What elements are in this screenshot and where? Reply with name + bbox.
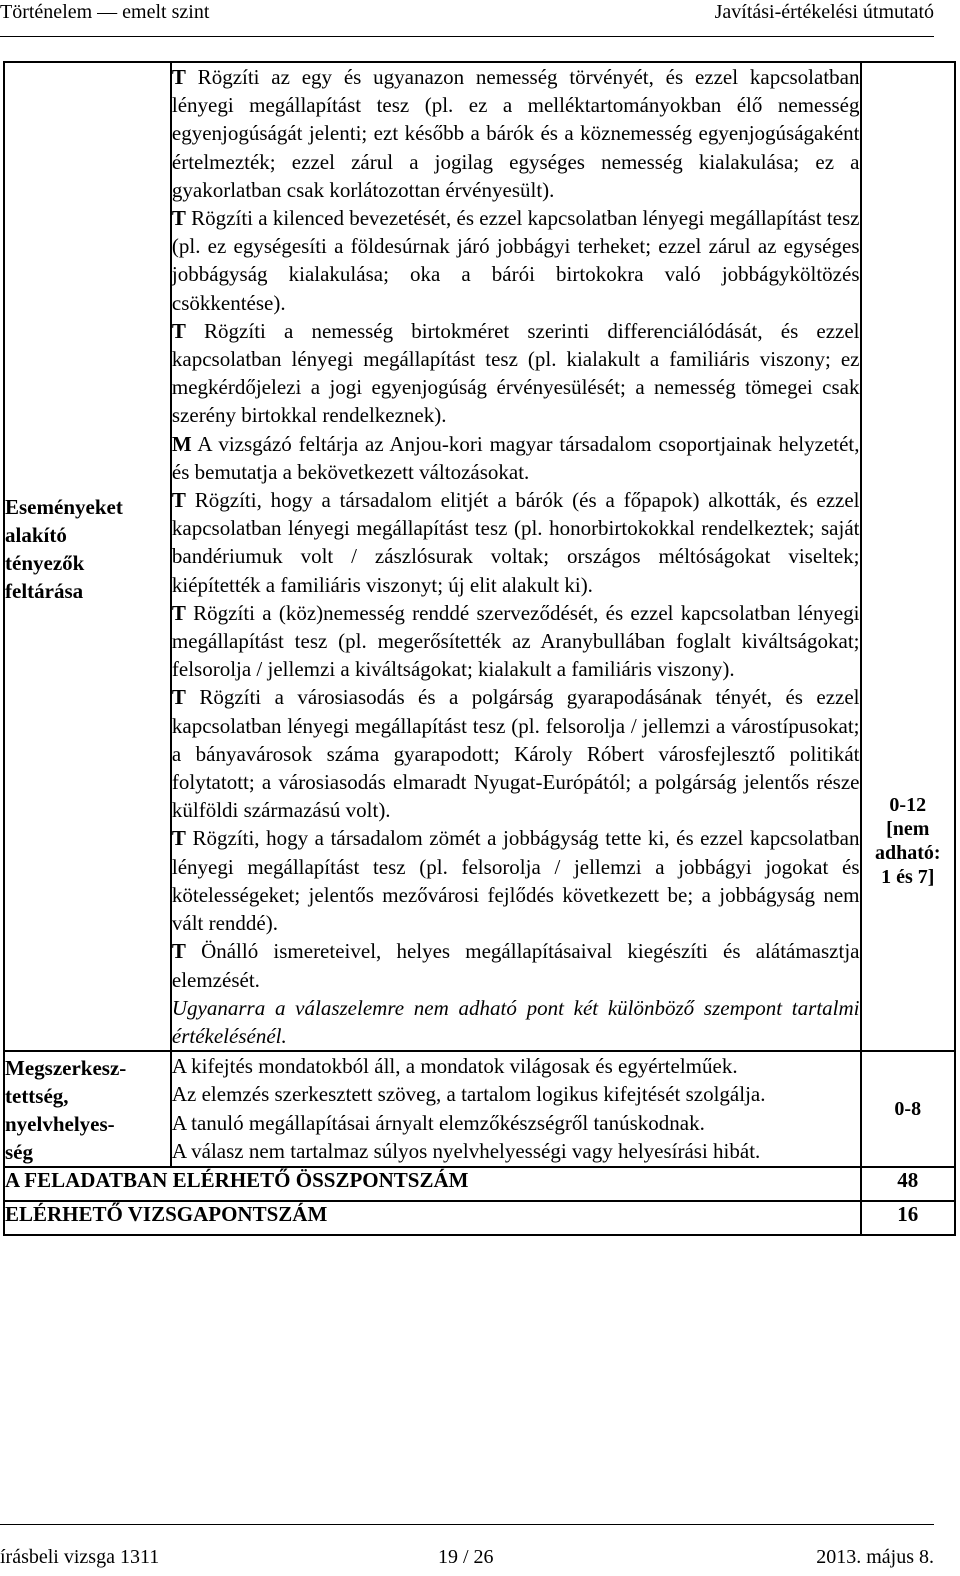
- criterion-text-factors: [171, 62, 861, 1051]
- list-item: T Rögzíti az egy és ugyanazon nemesség törvényét, és ezzel kapcsolatban lényegi megállapítást tesz (pl. ez a melléktartományokban élő nemesség egyenjogúságát jelenti; ezt később a bárók és a köznemesség egyenjogúságaként értelmezték; ezzel zárul a jogilag egységes nemesség kialakulása; ez a gyakorlatban csak korlátozottan érvényesült).: [171, 65, 860, 202]
- list-item: A kifejtés mondatokból áll, a mondatok világosak és egyértelműek.: [171, 1054, 738, 1079]
- footer-rule: [0, 1524, 934, 1525]
- criterion-label-language: [4, 1051, 171, 1167]
- list-item: T Rögzíti a nemesség birtokméret szerinti differenciálódását, és ezzel kapcsolatban lényegi megállapítást tesz (pl. kialakult a familiáris viszony; ez megkérdőjelezi a jogi egyenjogúság érvényesülését; a nemesség tömegei csak szerény birtokkal rendelkeznek).: [171, 318, 860, 428]
- score-range-factors: [861, 62, 956, 1051]
- criterion-text-language: [171, 1051, 861, 1167]
- list-item: A tanuló megállapításai árnyalt elemzőkészségről tanúskodnak.: [171, 1110, 705, 1135]
- header-doc-title: Javítási-értékelési útmutató: [714, 1, 934, 23]
- list-item: T Önálló ismereteivel, helyes megállapításaival kiegészíti és alátámasztja elemzését.: [171, 939, 860, 992]
- label-line: feltárása: [5, 579, 84, 603]
- list-item: T Rögzíti a (köz)nemesség renddé szerveződését, és ezzel kapcsolatban lényegi megállapítást tesz (pl. megerősítették az Aranybullában foglalt kiváltságokat; felsorolja / jellemzi a kiváltságokat; kialakult a familiáris viszony).: [171, 600, 860, 682]
- score-line: 1 és 7]: [881, 866, 935, 888]
- total-value: 48: [861, 1167, 956, 1201]
- table-row-language: [4, 1051, 955, 1167]
- total-label: A FELADATBAN ELÉRHETŐ ÖSSZPONTSZÁM: [4, 1167, 861, 1201]
- label-line: tényezők: [5, 551, 85, 575]
- table-row-factors: [4, 62, 955, 1051]
- list-item: T Rögzíti, hogy a társadalom zömét a jobbágyság tette ki, és ezzel kapcsolatban lényegi megállapítást tesz (pl. felsorolja / jellemzi a jobbágyi jogokat és kötelességeket; jelentős mezővárosi fejlődés következett be; a jobbágyság nem vált renddé).: [171, 826, 860, 936]
- score-line: [nem: [886, 818, 930, 840]
- label-line: alakító: [5, 523, 67, 547]
- total-label: ELÉRHETŐ VIZSGAPONTSZÁM: [4, 1201, 861, 1235]
- label-line: Eseményeket: [5, 495, 123, 519]
- list-item: T Rögzíti, hogy a társadalom elitjét a bárók (és a főpapok) alkották, és ezzel kapcsolatban lényegi megállapítást tesz (pl. honorbirtokokkal rendelkeztek; saját bandériumuk volt / zászlósurak voltak; országos méltóságokat viseltek; kiépítették a familiáris viszonyt; új elit alakult ki).: [171, 488, 860, 597]
- label-line: tettség,: [5, 1084, 69, 1109]
- list-item: Az elemzés szerkesztett szöveg, a tartalom logikus kifejtését szolgálja.: [171, 1082, 766, 1107]
- page-header: [0, 0, 960, 28]
- score-line: 0-12: [889, 794, 927, 816]
- score-range-language: [861, 1051, 956, 1167]
- page-number: 19 / 26: [438, 1546, 494, 1568]
- score-line: adható:: [874, 842, 941, 864]
- footer-date: 2013. május 8.: [816, 1546, 934, 1568]
- criterion-label-factors: [4, 62, 171, 1051]
- scoring-table: [3, 61, 956, 1236]
- header-subject: Történelem — emelt szint: [0, 1, 210, 23]
- list-item: M A vizsgázó feltárja az Anjou-kori magyar társadalom csoportjainak helyzetét, és bemutatja a bekövetkezett változásokat.: [171, 431, 860, 484]
- footer-exam-code: írásbeli vizsga 1311: [0, 1546, 160, 1568]
- header-rule: [0, 36, 934, 37]
- scoring-note: Ugyanarra a válaszelemre nem adható pont két különböző szempont tartalmi értékelésénél.: [171, 995, 860, 1048]
- score-value: 0-8: [894, 1097, 922, 1120]
- label-line: nyelvhelyes-: [5, 1112, 115, 1137]
- list-item: T Rögzíti a kilenced bevezetését, és ezzel kapcsolatban lényegi megállapítást tesz (pl. ez egységesíti a földesúrnak járó jobbágyi terheket; ezzel zárul az egységes jobbágyság kialakulása; oka a bárói birtokokra való jobbágyköltözés csökkentése).: [171, 206, 860, 315]
- list-item: A válasz nem tartalmaz súlyos nyelvhelyességi vagy helyesírási hibát.: [171, 1138, 761, 1163]
- label-line: Megszerkesz-: [5, 1056, 127, 1081]
- list-item: T Rögzíti a városiasodás és a polgárság gyarapodásának tényét, és ezzel kapcsolatban lényegi megállapítást tesz (pl. felsorolja / jellemzi a várostípusokat; a bányavárosok száma gyarapodott; Károly Róbert városfejlesztő politikát folytatott; a városiasodás elmaradt Nyugat-Európától; a polgárság jelentős része külföldi származású volt).: [171, 685, 860, 823]
- total-value: 16: [861, 1201, 956, 1235]
- table-row-total-task: [4, 1167, 955, 1201]
- table-row-total-exam: [4, 1201, 955, 1235]
- label-line: ség: [5, 1140, 33, 1165]
